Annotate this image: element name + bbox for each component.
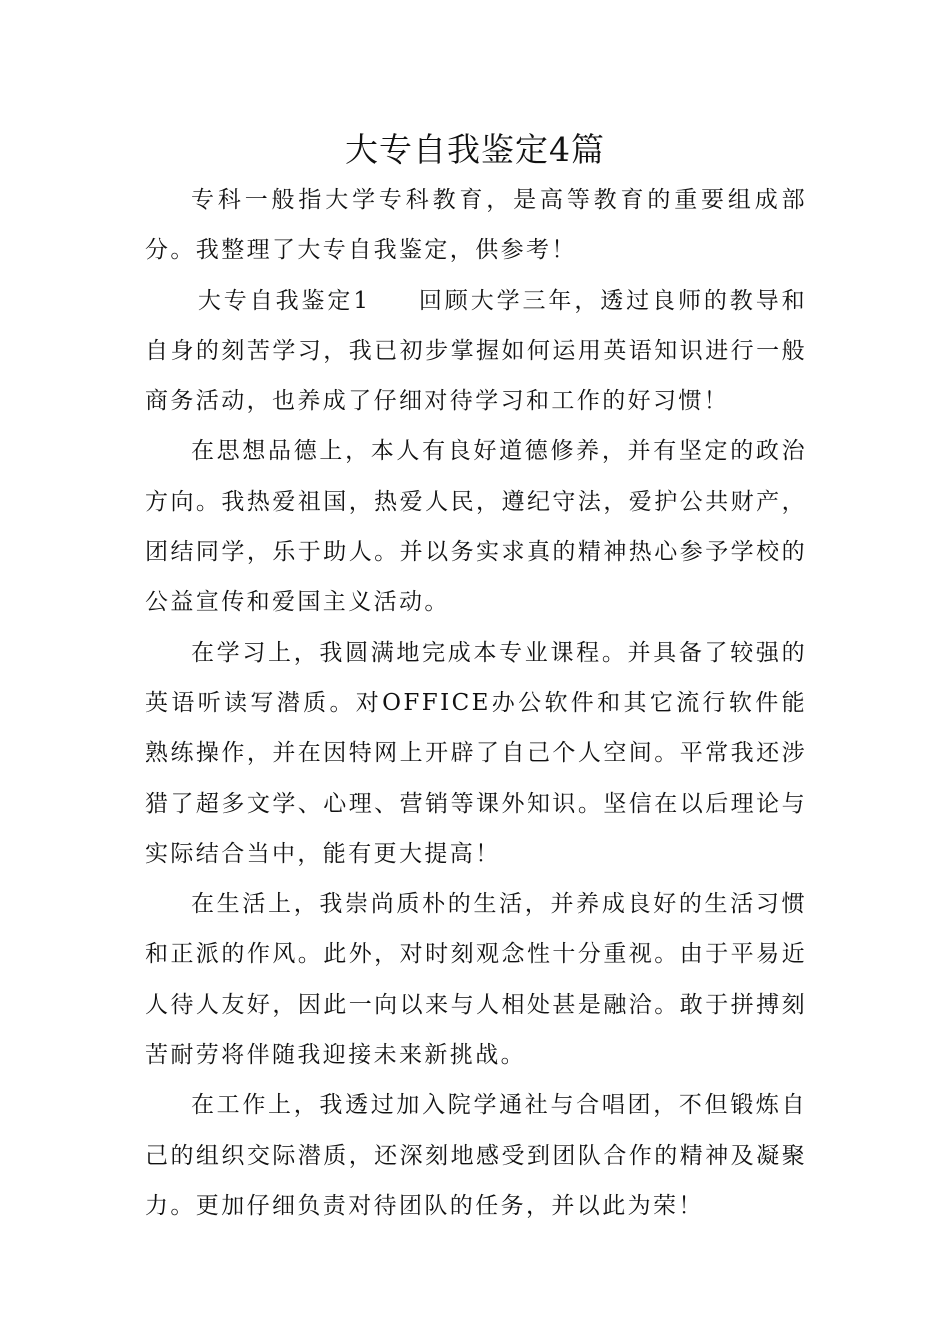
paragraph-study: 在学习上，我圆满地完成本专业课程。并具备了较强的英语听读写潜质。对OFFICE办公软件和其它流行软件能熟练操作，并在因特网上开辟了自己个人空间。平常我还涉猎了超多文学、心理、营销等课外知识。坚信在以后理论与实际结合当中，能有更大提高！ (145, 639, 807, 867)
intro-paragraph: 专科一般指大学专科教育，是高等教育的重要组成部分。我整理了大专自我鉴定，供参考！ (145, 187, 807, 264)
paragraph-work: 在工作上，我透过加入院学通社与合唱团，不但锻炼自己的组织交际潜质，还深刻地感受到团队合作的精神及凝聚力。更加仔细负责对待团队的任务，并以此为荣！ (145, 1092, 807, 1219)
document-body (145, 175, 807, 1231)
paragraph-morality: 在思想品德上，本人有良好道德修养，并有坚定的政治方向。我热爱祖国，热爱人民，遵纪守法，爱护公共财产，团结同学，乐于助人。并以务实求真的精神热心参予学校的公益宣传和爱国主义活动。 (145, 438, 807, 616)
section-label: 大专自我鉴定1 (197, 287, 371, 314)
section-paragraph-1 (145, 276, 807, 427)
paragraph-text: 回顾大学三年，透过良师的教导和自身的刻苦学习，我已初步掌握如何运用英语知识进行一般商务活动，也养成了仔细对待学习和工作的好习惯！ (145, 287, 807, 415)
paragraph-life: 在生活上，我崇尚质朴的生活，并养成良好的生活习惯和正派的作风。此外，对时刻观念性十分重视。由于平易近人待人友好，因此一向以来与人相处甚是融洽。敢于拼搏刻苦耐劳将伴随我迎接未来新挑战。 (145, 891, 807, 1069)
document-title: 大专自我鉴定4篇 (345, 130, 605, 169)
